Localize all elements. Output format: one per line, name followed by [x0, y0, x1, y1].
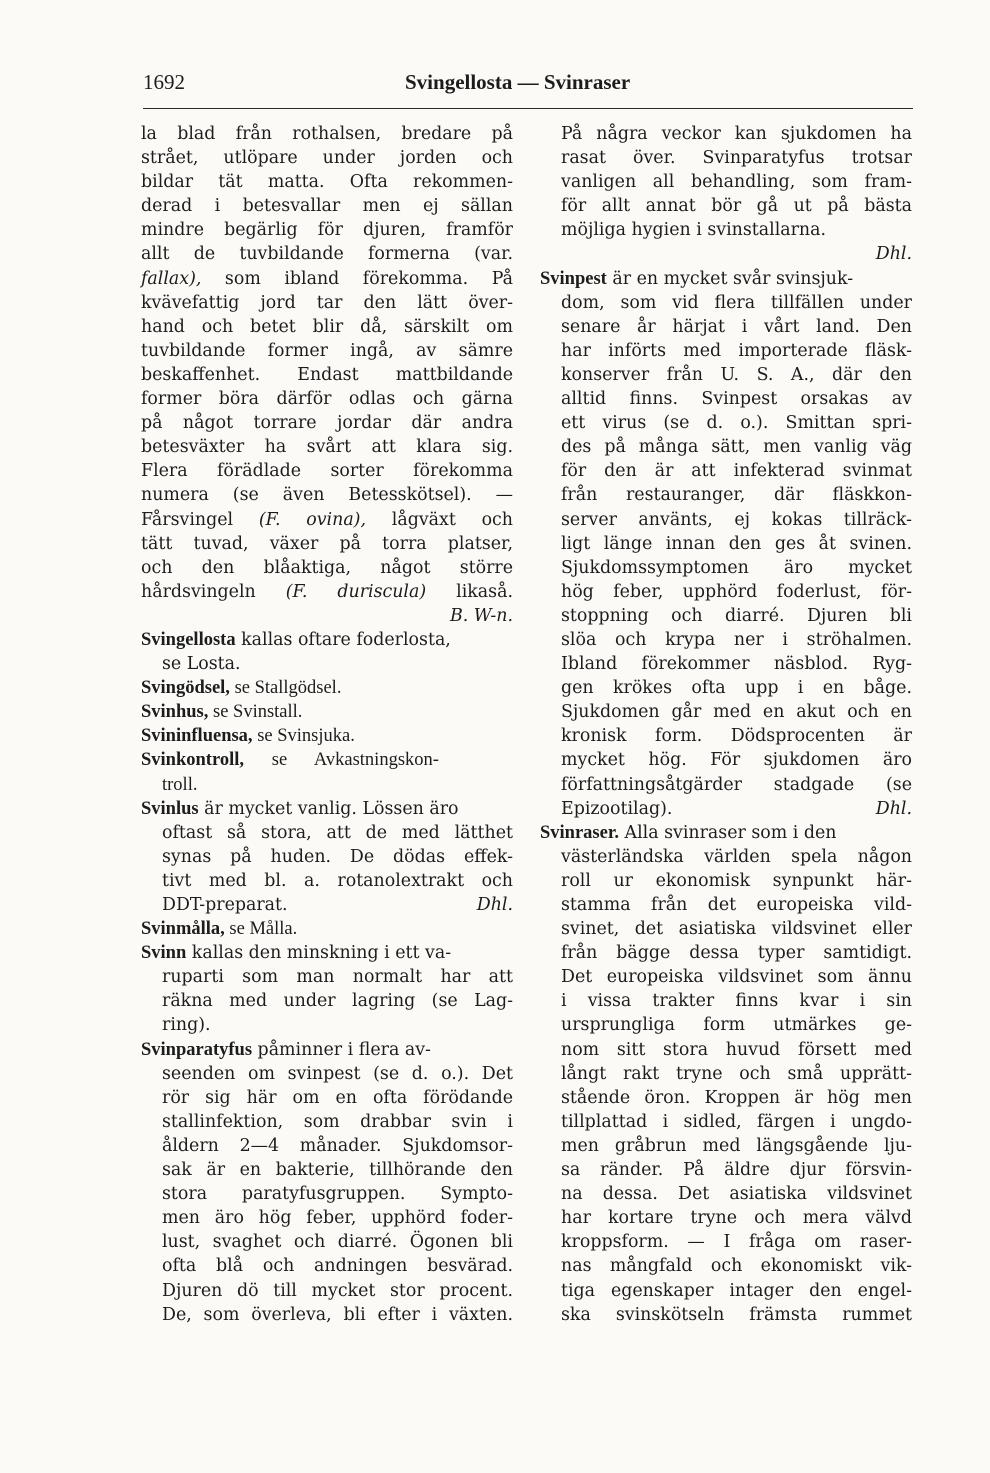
text-line	[141, 170, 513, 194]
text-line	[540, 1134, 912, 1158]
line-text: konserver från U. S. A., där den	[561, 364, 912, 385]
line-text: strået, utlöpare under jorden och	[141, 148, 513, 169]
line-text: men gråbrun med längsgående lju-	[561, 1135, 912, 1156]
text-line	[141, 869, 513, 893]
page-number: 1692	[143, 70, 185, 94]
line-text: kvävefattig jord tar den lätt över-	[141, 292, 513, 313]
text-line	[540, 339, 912, 363]
text-line	[540, 267, 912, 291]
line-text: vanligen all behandling, som fram-	[561, 172, 912, 193]
line-text: åldern 2—4 månader. Sjukdomsor-	[162, 1135, 513, 1156]
text-line	[540, 363, 912, 387]
text-line	[141, 1158, 513, 1182]
line-text: västerländska världen spela någon	[561, 846, 912, 867]
line-text: allt de tuvbildande formerna (var.	[141, 244, 513, 265]
text-line	[141, 363, 513, 387]
line-text: och den blåaktiga, något större	[141, 557, 513, 578]
entry-headword: Svinparatyfus	[141, 1039, 253, 1060]
entry-text: kallas oftare foderlosta,	[235, 629, 451, 650]
line-text: gen krökes ofta upp i en båge.	[561, 678, 912, 699]
text-line	[540, 989, 912, 1013]
text-line	[141, 628, 513, 652]
text-line	[540, 1086, 912, 1110]
text-line	[540, 676, 912, 700]
text-line	[540, 724, 912, 748]
line-text: Sjukdomen går med en akut och en	[561, 702, 912, 723]
line-text: lust, svaghet och diarré. Ögonen bli	[162, 1232, 513, 1253]
text-line	[141, 1013, 513, 1037]
entry-text: se Svinsjuka.	[252, 726, 355, 747]
line-text: ett virus (se d. o.). Smittan spri-	[561, 413, 912, 434]
text-line	[540, 1206, 912, 1230]
line-text: se Losta.	[162, 654, 241, 675]
text-line	[141, 604, 513, 628]
entry-headword: Svininfluensa,	[141, 726, 253, 747]
line-text: sa ränder. På äldre djur försvin-	[561, 1160, 912, 1181]
text-line	[540, 1230, 912, 1254]
text-line	[141, 1303, 513, 1327]
text-line	[540, 194, 912, 218]
text-line	[540, 122, 912, 146]
line-text: ring).	[162, 1015, 211, 1036]
text-line	[141, 700, 513, 724]
line-text: nas mångfald och ekonomiskt vik-	[561, 1256, 912, 1277]
line-text: Djuren dö till mycket stor procent.	[162, 1280, 513, 1301]
line-text: stoppning och diarré. Djuren bli	[561, 605, 912, 626]
text-line	[540, 893, 912, 917]
entry-text: Alla svinraser som i den	[618, 822, 837, 843]
entry-text: kallas den minskning i ett va-	[186, 943, 452, 964]
text-line	[141, 459, 513, 483]
entry-text: se Stallgödsel.	[229, 678, 342, 699]
text-line	[540, 291, 912, 315]
line-text: numera (se även Betesskötsel). —	[141, 485, 513, 506]
line-text: roll ur ekonomisk synpunkt här-	[561, 870, 912, 891]
line-text: författningsåtgärder stadgade (se	[561, 774, 912, 795]
line-text: bildar tät matta. Ofta rekommen-	[141, 172, 513, 193]
line-text: nom sitt stora huvud försett med	[561, 1039, 912, 1060]
line-text: former böra därför odlas och gärna	[141, 389, 513, 410]
line-text: Epizootilag).	[561, 798, 673, 819]
line-text: alltid finns. Svinpest orsakas av	[561, 389, 912, 410]
line-text: på något torrare jordar där andra	[141, 413, 513, 434]
line-text: för den är att infekterad svinmat	[561, 461, 912, 482]
text-line	[141, 194, 513, 218]
text-line	[141, 1230, 513, 1254]
line-text: från restauranger, där fläskkon-	[561, 485, 912, 506]
text-line	[141, 917, 513, 941]
line-text: tätt tuvad, växer på torra platser,	[141, 533, 513, 554]
text-line	[141, 1182, 513, 1206]
text-line	[141, 821, 513, 845]
line-text: oftast så stora, att de med lätthet	[162, 822, 513, 843]
line-text: fallax), som ibland förekomma. På	[141, 268, 513, 289]
entry-text: är mycket vanlig. Lössen äro	[198, 798, 459, 819]
text-line	[540, 1279, 912, 1303]
text-line	[540, 1254, 912, 1278]
line-text: mindre begärlig för djuren, framför	[141, 220, 513, 241]
text-line	[141, 676, 513, 700]
text-line	[141, 218, 513, 242]
line-text: hand och betet blir då, särskilt om	[141, 316, 513, 337]
line-text: senare år härjat i vårt land. Den	[561, 316, 912, 337]
line-text: dom, som vid flera tillfällen under	[561, 292, 912, 313]
line-text: tivt med bl. a. rotanolextrakt och	[162, 870, 513, 891]
text-line	[540, 917, 912, 941]
text-line	[540, 1182, 912, 1206]
entry-headword: Svinhus,	[141, 702, 209, 723]
text-line	[540, 411, 912, 435]
text-line	[540, 773, 912, 797]
text-line	[141, 893, 513, 917]
entry-text: är en mycket svår svinsjuk-	[606, 268, 854, 289]
text-line	[540, 652, 912, 676]
line-text: troll.	[162, 774, 198, 795]
text-line	[141, 1062, 513, 1086]
left-column	[141, 122, 513, 1327]
text-line	[540, 821, 912, 845]
line-text: stallinfektion, som drabbar svin i	[162, 1111, 513, 1132]
text-line	[540, 1038, 912, 1062]
text-line	[141, 242, 513, 266]
entry-headword: Svingödsel,	[141, 678, 230, 699]
text-line	[141, 122, 513, 146]
line-text: betesväxter ha svårt att klara sig.	[141, 437, 513, 458]
line-text: räkna med under lagring (se Lag-	[162, 991, 513, 1012]
text-line	[141, 1254, 513, 1278]
text-line	[141, 508, 513, 532]
text-line	[141, 748, 513, 772]
text-line	[141, 941, 513, 965]
line-text: De, som överleva, bli efter i växten.	[162, 1304, 513, 1325]
text-line	[141, 339, 513, 363]
line-text: kroppsform. — I fråga om raser-	[561, 1232, 912, 1253]
text-line	[540, 170, 912, 194]
text-line	[141, 580, 513, 604]
text-line	[141, 965, 513, 989]
author-signature: Dhl.	[875, 798, 912, 819]
right-column	[540, 122, 912, 1327]
text-line	[540, 218, 912, 242]
line-text: ofta blå och andningen besvärad.	[162, 1256, 513, 1277]
text-line	[141, 532, 513, 556]
line-text: möjliga hygien i svinstallarna.	[561, 220, 827, 241]
line-text: från bägge dessa typer samtidigt.	[561, 943, 912, 964]
text-line	[141, 1086, 513, 1110]
text-line	[141, 483, 513, 507]
entry-headword: Svinkontroll,	[141, 750, 244, 771]
text-line	[540, 435, 912, 459]
line-text: rör sig här om en ofta förödande	[162, 1087, 513, 1108]
line-text: långt rakt tryne och små upprätt-	[561, 1063, 912, 1084]
text-line	[540, 1303, 912, 1327]
entry-headword: Svinpest	[540, 268, 607, 289]
text-line	[540, 387, 912, 411]
line-text: Fårsvingel (F. ovina), lågväxt och	[141, 509, 513, 530]
text-line	[540, 965, 912, 989]
line-text: stående öron. Kroppen är hög men	[561, 1087, 912, 1108]
text-line	[540, 146, 912, 170]
line-text: seenden om svinpest (se d. o.). Det	[162, 1063, 513, 1084]
text-line	[540, 315, 912, 339]
text-line	[141, 652, 513, 676]
line-text: derad i betesvallar men ej sällan	[141, 196, 513, 217]
text-line	[141, 315, 513, 339]
text-line	[141, 556, 513, 580]
text-line	[540, 580, 912, 604]
entry-headword: Svingellosta	[141, 629, 236, 650]
text-line	[540, 748, 912, 772]
line-text: DDT-preparat.	[162, 895, 288, 915]
line-text: sak är en bakterie, tillhörande den	[162, 1160, 513, 1181]
line-text: ursprungliga form utmärkes ge-	[561, 1015, 912, 1036]
entry-text: påminner i flera av-	[252, 1039, 431, 1060]
text-line	[141, 267, 513, 291]
line-text: stora paratyfusgruppen. Sympto-	[162, 1184, 513, 1205]
author-signature: B. W-n.	[449, 605, 513, 626]
header-rule	[143, 108, 913, 109]
line-text: På några veckor kan sjukdomen ha	[561, 124, 912, 144]
line-text: server använts, ej kokas tillräck-	[561, 509, 912, 530]
line-text: kronisk form. Dödsprocenten är	[561, 726, 912, 747]
running-header	[143, 70, 913, 100]
text-line	[141, 1206, 513, 1230]
text-line	[141, 1110, 513, 1134]
line-text: hög feber, upphörd foderlust, för-	[561, 581, 912, 602]
line-text: la blad från rothalsen, bredare på	[141, 124, 513, 144]
line-text: svinet, det asiatiska vildsvinet eller	[561, 919, 912, 940]
text-line	[540, 483, 912, 507]
line-text: tillplattad i sidled, färgen i ungdo-	[561, 1111, 912, 1132]
line-text: för allt annat bör gå ut på bästa	[561, 196, 912, 217]
text-line	[141, 146, 513, 170]
text-line	[141, 387, 513, 411]
entry-headword: Svinmålla,	[141, 919, 225, 940]
line-text: beskaffenhet. Endast mattbildande	[141, 364, 513, 385]
text-line	[540, 532, 912, 556]
entry-headword: Svinlus	[141, 798, 199, 819]
text-line	[540, 1110, 912, 1134]
text-line	[141, 845, 513, 869]
line-text: hårdsvingeln (F. duriscula) likaså.	[141, 581, 513, 602]
text-line	[141, 291, 513, 315]
line-text: slöa och krypa ner i ströhalmen.	[561, 629, 912, 650]
text-line	[540, 797, 912, 821]
text-line	[141, 773, 513, 797]
text-line	[141, 435, 513, 459]
line-text: Det europeiska vildsvinet som ännu	[561, 967, 912, 988]
line-text: Ibland förekommer näsblod. Ryg-	[561, 654, 912, 675]
text-line	[540, 508, 912, 532]
text-line	[141, 411, 513, 435]
line-text: ruparti som man normalt har att	[162, 967, 513, 988]
line-text: har kortare tryne och mera välvd	[561, 1208, 912, 1229]
line-text: har införts med importerade fläsk-	[561, 340, 912, 361]
line-text: na dessa. Det asiatiska vildsvinet	[561, 1184, 912, 1205]
entry-headword: Svinn	[141, 943, 187, 964]
entry-text: se Målla.	[224, 919, 298, 940]
text-line	[540, 700, 912, 724]
text-line	[141, 724, 513, 748]
line-text: stamma från det europeiska vild-	[561, 895, 912, 915]
text-line	[141, 797, 513, 821]
line-text: Flera förädlade sorter förekomma	[141, 461, 513, 482]
text-line	[540, 941, 912, 965]
text-line	[540, 1062, 912, 1086]
entry-headword: Svinraser.	[540, 822, 619, 843]
text-line	[540, 628, 912, 652]
text-line	[540, 869, 912, 893]
line-text: rasat över. Svinparatyfus trotsar	[561, 148, 912, 169]
line-text: i vissa trakter finns kvar i sin	[561, 991, 912, 1012]
line-text: Sjukdomssymptomen äro mycket	[561, 557, 912, 578]
text-line	[141, 1134, 513, 1158]
text-line	[540, 242, 912, 266]
entry-text: se Avkastningskon-	[244, 750, 439, 771]
text-line	[141, 989, 513, 1013]
line-text: ligt länge innan den ges åt svinen.	[561, 533, 912, 554]
line-text: mycket hög. För sjukdomen äro	[561, 750, 912, 771]
author-signature: Dhl.	[875, 244, 912, 265]
line-text: tiga egenskaper intager den engel-	[561, 1280, 912, 1301]
author-signature: Dhl.	[476, 895, 513, 915]
text-line	[540, 1158, 912, 1182]
text-line	[540, 556, 912, 580]
text-line	[540, 1013, 912, 1037]
text-line	[540, 459, 912, 483]
entry-text: se Svinstall.	[208, 702, 303, 723]
text-line	[540, 604, 912, 628]
running-head: Svingellosta — Svinraser	[405, 70, 631, 94]
line-text: men äro hög feber, upphörd foder-	[162, 1208, 513, 1229]
line-text: des på många sätt, men vanlig väg	[561, 437, 912, 458]
line-text: ska svinskötseln främsta rummet	[561, 1304, 912, 1325]
line-text: synas på huden. De dödas effek-	[162, 846, 513, 867]
text-line	[540, 845, 912, 869]
text-line	[141, 1279, 513, 1303]
line-text: tuvbildande former ingå, av sämre	[141, 340, 513, 361]
text-line	[141, 1038, 513, 1062]
